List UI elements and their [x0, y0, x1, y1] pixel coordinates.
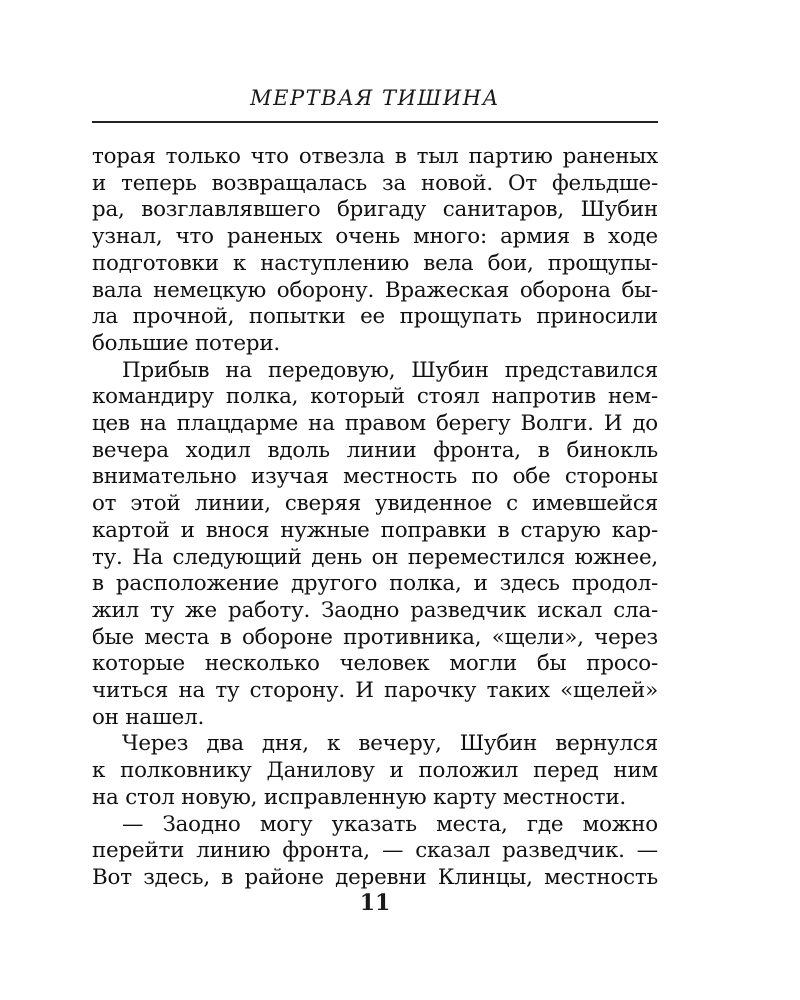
header-rule: [92, 121, 658, 123]
text-line: перейти линию фронта, — сказал разведчик. —: [92, 838, 658, 864]
text-line: вечера ходил вдоль линии фронта, в бинокль: [92, 437, 658, 463]
text-line: читься на ту сторону. И парочку таких «щелей»: [92, 678, 658, 704]
body-text: [92, 144, 658, 892]
text-line: картой и внося нужные поправки в старую кар-: [92, 517, 658, 543]
text-line: которые несколько человек могли бы просо-: [92, 651, 658, 677]
text-line: на стол новую, исправленную карту местности.: [92, 784, 626, 810]
page-number: 11: [359, 890, 391, 916]
text-line: подготовки к наступлению вела бои, прощупы-: [92, 250, 658, 276]
text-line: ту. На следующий день он переместился южнее,: [92, 544, 658, 570]
text-line: от этой линии, сверяя увиденное с имевшейся: [92, 491, 658, 517]
text-line: Вот здесь, в районе деревни Клинцы, местность: [92, 864, 658, 890]
running-title: МЕРТВАЯ ТИШИНА: [250, 86, 500, 110]
text-line: в расположение другого полка, и здесь продол-: [92, 571, 658, 597]
text-line: цев на плацдарме на правом берегу Волги. И до: [92, 411, 658, 437]
text-line: жил ту же работу. Заодно разведчик искал сла-: [92, 597, 658, 623]
text-line: узнал, что раненых очень много: армия в ходе: [92, 224, 658, 250]
text-line: ра, возглавлявшего бригаду санитаров, Шубин: [92, 197, 658, 223]
text-line: ла прочной, попытки ее прощупать приносили: [92, 304, 658, 330]
text-line: к полковнику Данилову и положил перед ним: [92, 758, 658, 784]
text-line: бые места в обороне противника, «щели», через: [92, 624, 658, 650]
text-line: внимательно изучая местность по обе стороны: [92, 464, 658, 490]
text-line: Прибыв на передовую, Шубин представился: [122, 357, 658, 383]
text-line: торая только что отвезла в тыл партию раненых: [92, 144, 658, 169]
text-line: Через два дня, к вечеру, Шубин вернулся: [122, 731, 658, 757]
text-line: большие потери.: [92, 330, 280, 356]
text-line: он нашел.: [92, 704, 205, 730]
text-line: командиру полка, который стоял напротив нем-: [92, 384, 658, 410]
text-line: — Заодно могу указать места, где можно: [122, 811, 658, 837]
text-line: вала немецкую оборону. Вражеская оборона бы-: [92, 277, 658, 303]
text-line: и теперь возвращалась за новой. От фельдше-: [92, 170, 658, 196]
